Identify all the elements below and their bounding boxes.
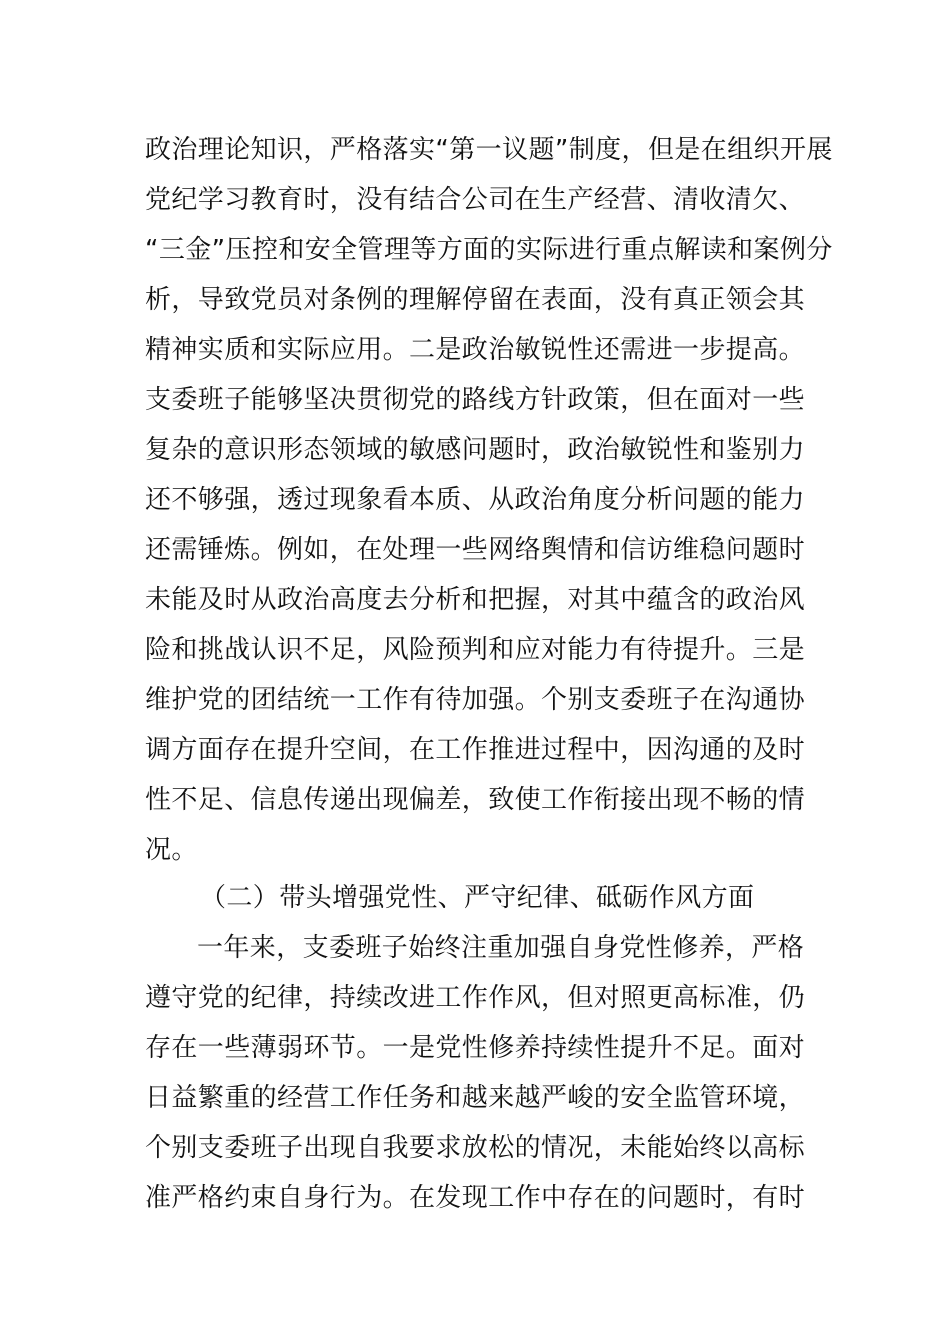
paragraph-1-line-14: 性不足、信息传递出现偏差，致使工作衔接出现不畅的情 [145, 785, 806, 815]
paragraph-1-line-4: 析，导致党员对条例的理解停留在表面，没有真正领会其 [145, 285, 806, 315]
paragraph-1-line-5: 精神实质和实际应用。二是政治敏锐性还需进一步提高。 [145, 335, 806, 365]
paragraph-2-line-2: 遵守党的纪律，持续改进工作作风，但对照更高标准，仍 [145, 983, 806, 1013]
paragraph-2-line-1: 一年来，支委班子始终注重加强自身党性修养，严格 [197, 933, 805, 963]
paragraph-2-line-5: 个别支委班子出现自我要求放松的情况，未能始终以高标 [145, 1133, 806, 1163]
paragraph-2-line-6: 准严格约束自身行为。在发现工作中存在的问题时，有时 [145, 1183, 806, 1213]
paragraph-1-line-10: 未能及时从政治高度去分析和把握，对其中蕴含的政治风 [145, 585, 806, 615]
paragraph-2-line-4: 日益繁重的经营工作任务和越来越严峻的安全监管环境， [145, 1083, 806, 1113]
paragraph-1-line-15: 况。 [145, 835, 198, 865]
paragraph-1-line-3: “三金”压控和安全管理等方面的实际进行重点解读和案例分 [145, 235, 833, 265]
paragraph-1-line-13: 调方面存在提升空间，在工作推进过程中，因沟通的及时 [145, 735, 806, 765]
paragraph-1-line-1: 政治理论知识，严格落实“第一议题”制度，但是在组织开展 [145, 135, 833, 165]
paragraph-1-line-6: 支委班子能够坚决贯彻党的路线方针政策，但在面对一些 [145, 385, 806, 415]
section-heading: （二）带头增强党性、严守纪律、砥砺作风方面 [200, 883, 755, 913]
paragraph-1-line-12: 维护党的团结统一工作有待加强。个别支委班子在沟通协 [145, 685, 806, 715]
paragraph-1-line-7: 复杂的意识形态领域的敏感问题时，政治敏锐性和鉴别力 [145, 435, 806, 465]
paragraph-1-line-11: 险和挑战认识不足，风险预判和应对能力有待提升。三是 [145, 635, 806, 665]
paragraph-1-line-9: 还需锤炼。例如，在处理一些网络舆情和信访维稳问题时 [145, 535, 806, 565]
paragraph-1-line-2: 党纪学习教育时，没有结合公司在生产经营、清收清欠、 [145, 185, 806, 215]
paragraph-1-line-8: 还不够强，透过现象看本质、从政治角度分析问题的能力 [145, 485, 806, 515]
paragraph-2-line-3: 存在一些薄弱环节。一是党性修养持续性提升不足。面对 [145, 1033, 806, 1063]
